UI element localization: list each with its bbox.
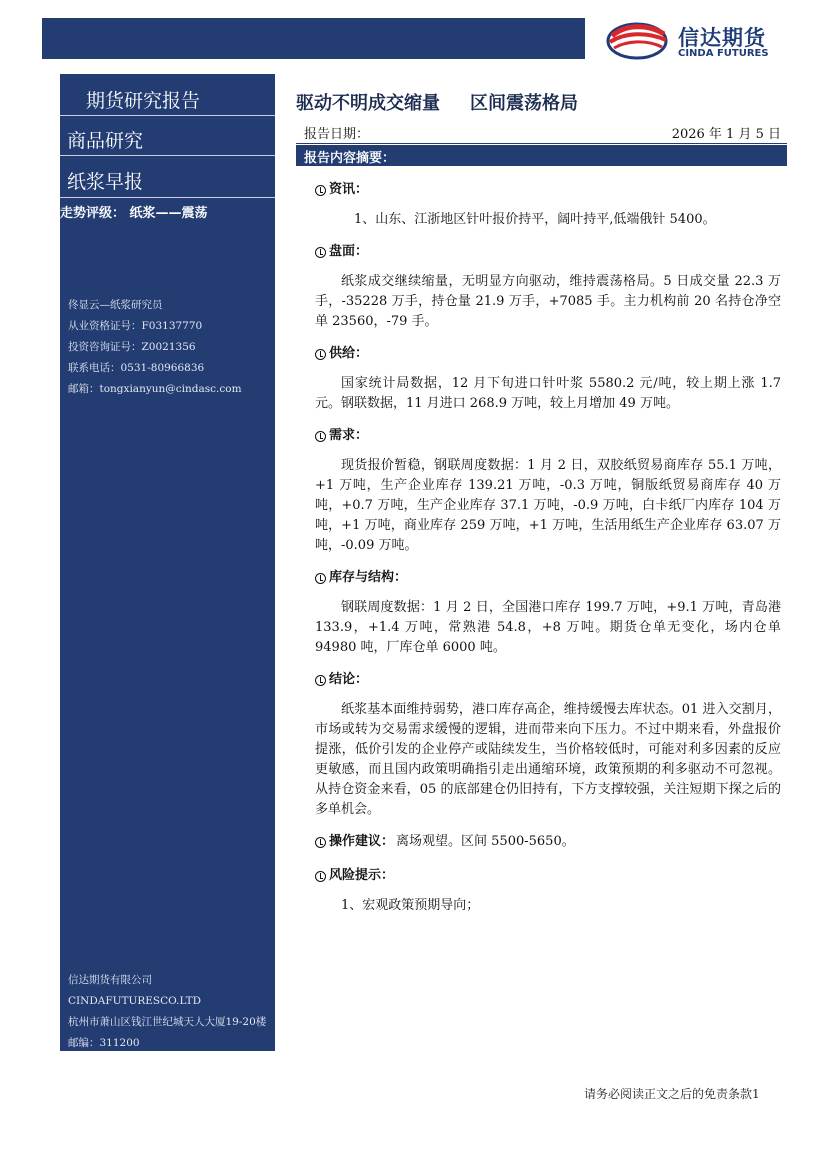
section-title: 库存与结构： — [329, 570, 408, 585]
email-address: 邮箱：tongxianyun@cindasc.com — [68, 383, 242, 395]
company-english-name: CINDAFUTURESCO.LTD — [68, 995, 202, 1007]
summary-header: 报告内容摘要： — [296, 145, 787, 166]
consulting-number: 投资咨询证号：Z0021356 — [68, 341, 196, 353]
section-news-heading — [315, 180, 781, 200]
analyst-name: 佟显云—纸浆研究员 — [68, 299, 163, 311]
qualification-number: 从业资格证号：F03137770 — [68, 320, 203, 332]
section-title: 结论： — [329, 672, 369, 687]
section-advice-heading — [315, 832, 781, 852]
section-risk-body: 1、宏观政策预期导向； — [341, 898, 480, 913]
section-demand-body: 现货报价暂稳，钢联周度数据：1 月 2 日，双胶纸贸易商库存 55.1 万吨，+1 万吨，生产企业库存 139.21 万吨，-0.3 万吨，铜版纸贸易商库存 40 万吨，+0.7 万吨，生产企业库存 37.1 万吨，-0.9 万吨，白卡纸厂内库存 104 万吨，+1 万吨，商业库存 259 万吨，+1 万吨，生活用纸生产企业库存 63.07 万吨，-0.09 万吨。 — [315, 458, 781, 553]
section-demand-heading — [315, 426, 781, 446]
headline-main: 驱动不明成交缩量 — [296, 93, 440, 114]
section-conclusion-heading — [315, 670, 781, 690]
date-label: 报告日期： — [304, 127, 370, 142]
section-title: 盘面： — [329, 244, 369, 259]
section-title: 操作建议： — [329, 834, 395, 849]
company-address: 杭州市萧山区钱江世纪城天人大厦19-20楼 — [68, 1016, 267, 1028]
section-supply-heading — [315, 344, 781, 364]
company-info — [68, 970, 266, 1054]
company-name: 信达期货有限公司 — [68, 974, 152, 986]
report-content — [315, 180, 781, 928]
section-market-heading — [315, 242, 781, 262]
clock-icon — [315, 871, 326, 882]
analyst-contact — [68, 295, 242, 400]
postal-code: 邮编：311200 — [68, 1037, 140, 1049]
section-inventory-heading — [315, 568, 781, 588]
clock-icon — [315, 431, 326, 442]
report-name: 纸浆早报 — [60, 156, 275, 198]
report-category: 商品研究 — [60, 116, 275, 156]
logo-english-name: CINDA FUTURES — [678, 48, 769, 59]
logo-chinese-name: 信达期货 — [678, 26, 766, 50]
section-title: 供给： — [329, 346, 369, 361]
section-market-body: 纸浆成交继续缩量，无明显方向驱动，维持震荡格局。5 日成交量 22.3 万手，-35228 万手，持仓量 21.9 万手，+7085 手。主力机构前 20 名持仓净空单 23560，-79 手。 — [315, 274, 781, 329]
section-title: 风险提示： — [329, 868, 395, 883]
disclaimer-footer: 请务必阅读正文之后的免责条款1 — [584, 1087, 760, 1101]
section-title: 资讯： — [329, 182, 369, 197]
clock-icon — [315, 247, 326, 258]
section-supply-body: 国家统计局数据，12 月下旬进口针叶浆 5580.2 元/吨，较上期上涨 1.7 元。钢联数据，11 月进口 268.9 万吨，较上月增加 49 万吨。 — [315, 376, 781, 411]
cinda-logo-icon — [606, 20, 668, 60]
clock-icon — [315, 837, 326, 848]
report-date-row — [296, 118, 787, 144]
headline-sub: 区间震荡格局 — [470, 93, 578, 114]
clock-icon — [315, 349, 326, 360]
section-title: 需求： — [329, 428, 369, 443]
sidebar — [60, 74, 275, 1051]
date-value: 2026 年 1 月 5 日 — [671, 127, 781, 142]
trend-rating: 走势评级： 纸浆——震荡 — [60, 206, 208, 221]
clock-icon — [315, 573, 326, 584]
section-conclusion-body: 纸浆基本面维持弱势，港口库存高企，维持缓慢去库状态。01 进入交割月，市场或转为交易需求缓慢的逻辑，进而带来向下压力。不过中期来看，外盘报价提涨，低价引发的企业停产或陆续发生，当价格较低时，可能对利多因素的反应更敏感，而且国内政策明确指引走出通缩环境，政策预期的利多驱动不可忽视。从持仓资金来看，05 的底部建仓仍旧持有，下方支撑较强，关注短期下探之后的多单机会。 — [315, 702, 781, 817]
company-logo — [606, 20, 796, 62]
section-news-body: 1、山东、江浙地区针叶报价持平，阔叶持平,低端俄针 5400。 — [354, 212, 716, 227]
phone-number: 联系电话：0531-80966836 — [68, 362, 205, 374]
clock-icon — [315, 185, 326, 196]
section-inventory-body: 钢联周度数据：1 月 2 日，全国港口库存 199.7 万吨，+9.1 万吨，青岛港 133.9，+1.4 万吨，常熟港 54.8，+8 万吨。期货仓单无变化，场内仓单 94980 吨，厂库仓单 6000 吨。 — [315, 600, 781, 655]
report-headline — [296, 89, 578, 115]
header-bar — [42, 18, 585, 59]
clock-icon — [315, 675, 326, 686]
report-type: 期货研究报告 — [60, 74, 275, 116]
section-risk-heading — [315, 866, 781, 886]
section-advice-body: 离场观望。区间 5500-5650。 — [396, 834, 575, 849]
